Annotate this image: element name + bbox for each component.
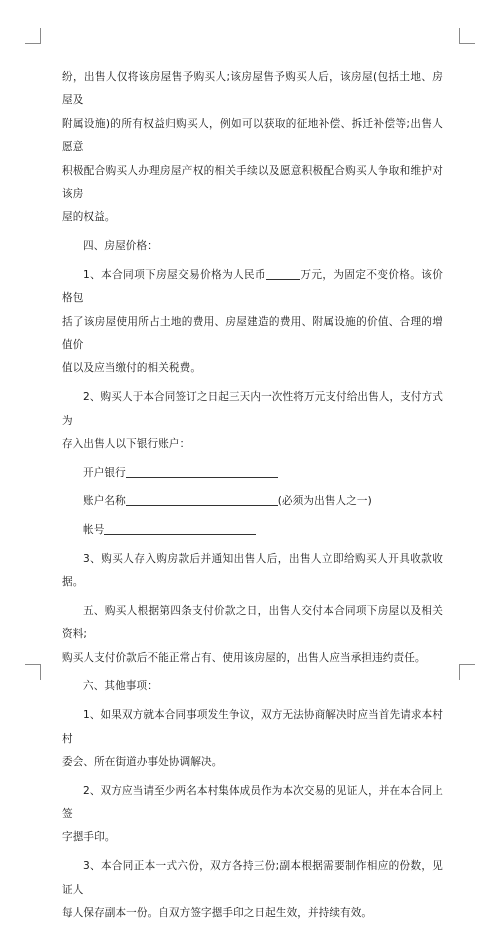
text-line: 3、本合同正本一式六份，双方各持三份;副本根据需要制作相应的份数，见证人 xyxy=(62,860,443,896)
account-name-label: 账户名称 xyxy=(83,495,126,508)
text-line: 附属设施)的所有权益归购买人，例如可以获取的征地补偿、拆迁补偿等;出售人愿意 xyxy=(62,117,443,154)
text-line: 屋的权益。 xyxy=(62,211,116,224)
text-line: 购买人支付价款后不能正常占有、使用该房屋的，出售人应当承担违约责任。 xyxy=(62,651,426,664)
section-delivery xyxy=(62,600,443,670)
text-line: 字摁手印。 xyxy=(62,831,116,844)
account-number-label: 帐号 xyxy=(83,524,105,537)
text-line: 纷，出售人仅将该房屋售予购买人;该房屋售予购买人后，该房屋(包括土地、房屋及 xyxy=(62,71,443,107)
clause-4-2 xyxy=(62,386,443,456)
text-line: 委会、所在街道办事处协调解决。 xyxy=(62,755,223,768)
clause-6-2 xyxy=(62,780,443,850)
price-blank xyxy=(266,267,300,280)
document-body xyxy=(62,66,443,931)
text-line xyxy=(62,264,443,311)
text-line: 2、购买人于本合同签订之日起三天内一次性将万元支付给出售人，支付方式为 xyxy=(62,391,443,427)
account-name-field xyxy=(83,490,443,513)
crop-mark-bottom-right-vertical xyxy=(459,664,460,680)
text-line: 值以及应当缴付的相关税费。 xyxy=(62,362,202,375)
crop-mark-top-left-horizontal xyxy=(25,43,41,44)
account-name-blank xyxy=(126,493,278,506)
text-segment: 1、本合同项下房屋交易价格为人民币 xyxy=(83,268,267,281)
crop-mark-top-left-vertical xyxy=(40,28,41,44)
clause-6-3 xyxy=(62,855,443,925)
crop-mark-bottom-left-vertical xyxy=(40,664,41,680)
text-line: 存入出售人以下银行账户： xyxy=(62,437,191,450)
text-line: 每人保存副本一份。自双方签字摁手印之日起生效，并持续有效。 xyxy=(62,906,373,919)
text-segment: 万元，为固定不变价格。该价格包 xyxy=(62,268,443,305)
section-heading-price: 四、房屋价格： xyxy=(83,240,158,253)
clause-6-1 xyxy=(62,704,443,774)
clause-4-1 xyxy=(62,264,443,381)
text-line: 1、如果双方就本合同事项发生争议，双方无法协商解决时应当首先请求本村村 xyxy=(62,709,443,745)
bank-label: 开户银行 xyxy=(83,466,126,479)
bank-field xyxy=(83,462,443,485)
text-line: 2、双方应当请至少两名本村集体成员作为本次交易的见证人，并在本合同上签 xyxy=(62,784,443,821)
text-line: 积极配合购买人办理房屋产权的相关手续以及愿意积极配合购买人争取和维护对该房 xyxy=(62,164,443,201)
account-number-blank xyxy=(104,522,256,535)
paragraph-ownership-rights xyxy=(62,66,443,230)
crop-mark-top-right-vertical xyxy=(459,28,460,44)
clause-4-3: 3、购买人存入购房款后并通知出售人后，出售人立即给购买人开具收款收据。 xyxy=(62,552,443,589)
account-name-note: (必须为出售人之一) xyxy=(277,495,372,508)
section-heading-other: 六、其他事项： xyxy=(83,680,158,693)
crop-mark-bottom-right-horizontal xyxy=(459,664,475,665)
account-number-field xyxy=(83,519,443,542)
crop-mark-bottom-left-horizontal xyxy=(25,664,41,665)
text-line: 五、购买人根据第四条支付价款之日，出售人交付本合同项下房屋以及相关资料; xyxy=(62,604,443,641)
text-line: 括了该房屋使用所占土地的费用、房屋建造的费用、附属设施的价值、合理的增值价 xyxy=(62,315,443,352)
crop-mark-top-right-horizontal xyxy=(459,43,475,44)
bank-blank xyxy=(126,465,278,478)
